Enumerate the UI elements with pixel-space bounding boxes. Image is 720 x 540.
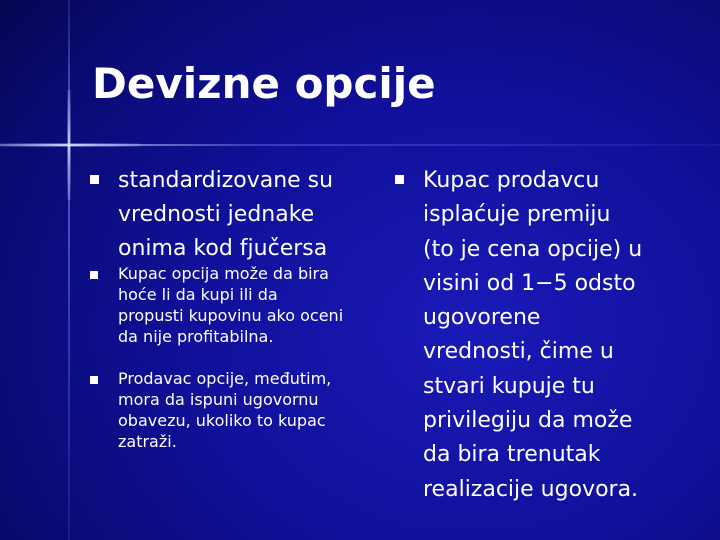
bullet-text (118, 368, 370, 452)
text-line: hoće li da kupi ili da (118, 285, 278, 304)
text-line: vrednosti, čime u (423, 339, 614, 365)
text-line: (to je cena opcije) u (423, 236, 643, 262)
square-bullet-icon (90, 376, 98, 384)
bullet-item-left-1 (90, 164, 368, 266)
text-line: standardizovane su (118, 168, 334, 193)
bullet-text (423, 164, 695, 507)
square-bullet-icon (90, 271, 98, 279)
slide-title: Devizne opcije (92, 59, 436, 108)
square-bullet-icon (90, 175, 99, 184)
bullet-item-left-3 (90, 368, 370, 452)
text-line: stvari kupuje tu (423, 373, 595, 399)
bullet-item-right-1 (395, 164, 695, 507)
bullet-text (118, 164, 368, 266)
text-line: mora da ispuni ugovornu (118, 390, 319, 409)
text-line: ugovorene (423, 305, 541, 331)
text-line: realizacije ugovora. (423, 476, 639, 502)
decorative-vertical-line (68, 0, 70, 540)
text-line: Prodavac opcije, međutim, (118, 369, 332, 388)
text-line: obavezu, ukoliko to kupac (118, 411, 326, 430)
text-line: Kupac opcija može da bira (118, 264, 329, 283)
square-bullet-icon (395, 175, 404, 184)
sparkle-icon-vertical (67, 90, 71, 200)
text-line: propusti kupovinu ako oceni (118, 306, 344, 325)
text-line: Kupac prodavcu (423, 168, 600, 193)
text-line: da nije profitabilna. (118, 327, 274, 346)
text-line: zatraži. (118, 432, 177, 451)
text-line: onima kod fjučersa (118, 236, 328, 261)
bullet-item-left-2 (90, 263, 370, 347)
bullet-text (118, 263, 370, 347)
text-line: da bira trenutak (423, 442, 601, 468)
text-line: privilegiju da može (423, 408, 633, 434)
text-line: isplaćuje premiju (423, 202, 611, 228)
text-line: vrednosti jednake (118, 202, 315, 227)
text-line: visini od 1−5 odsto (423, 270, 636, 296)
